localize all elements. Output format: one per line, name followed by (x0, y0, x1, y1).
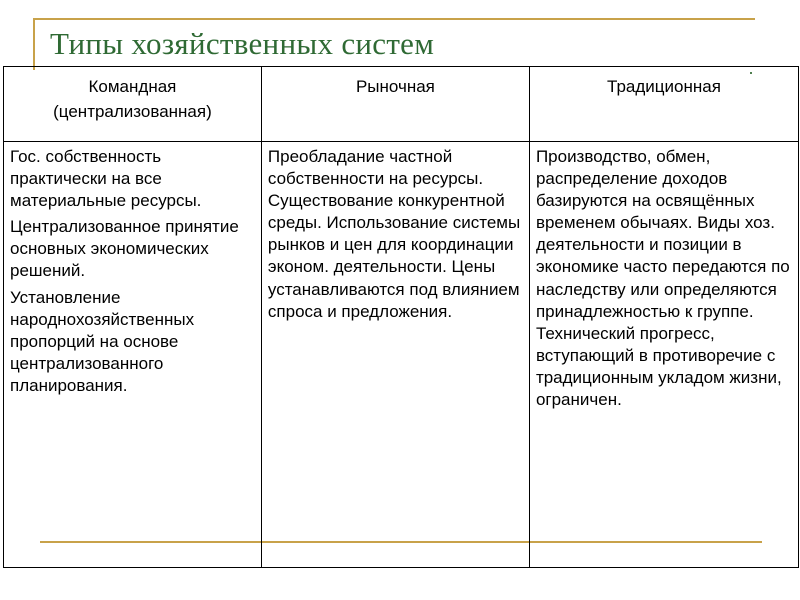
command-paragraph-1: Гос. собственность практически на все материальные ресурсы. (10, 147, 202, 211)
cell-market (261, 142, 529, 568)
command-paragraph-3: Установление народнохозяйственных пропорций на основе централизованного планирования. (10, 287, 195, 395)
cell-traditional (529, 142, 798, 568)
cell-command (4, 142, 262, 568)
header-market: Рыночная (261, 67, 529, 142)
decorative-top-line (33, 18, 755, 20)
slide-title: Типы хозяйственных систем (50, 26, 435, 61)
header-traditional: Традиционная (529, 67, 798, 142)
command-paragraph-2: Централизованное принятие основных экономических решений. (10, 217, 239, 281)
market-paragraph: Преобладание частной собственности на ресурсы. Существование конкурентной среды. Использование системы рынков и цен для координации эконом. деятельности. Цены устанавливаются под влиянием спроса и предложения. (267, 147, 521, 321)
traditional-paragraph: Производство, обмен, распределение доходов базируются на освящённых временем обычаях. Виды хоз. деятельности и позиции в экономике часто передаются по наследству или определяются принадлежностью к группе. Технический прогресс, вступающий в противоречие с традиционным укладом жизни, ограничен. (535, 147, 790, 410)
header-command (4, 67, 262, 142)
table-row (4, 142, 799, 568)
decorative-left-line (33, 18, 35, 70)
header-command-line2: (централизованная) (53, 101, 212, 121)
economic-systems-table (3, 66, 799, 568)
header-command-line1: Командная (88, 77, 177, 96)
table-header-row (4, 67, 799, 142)
